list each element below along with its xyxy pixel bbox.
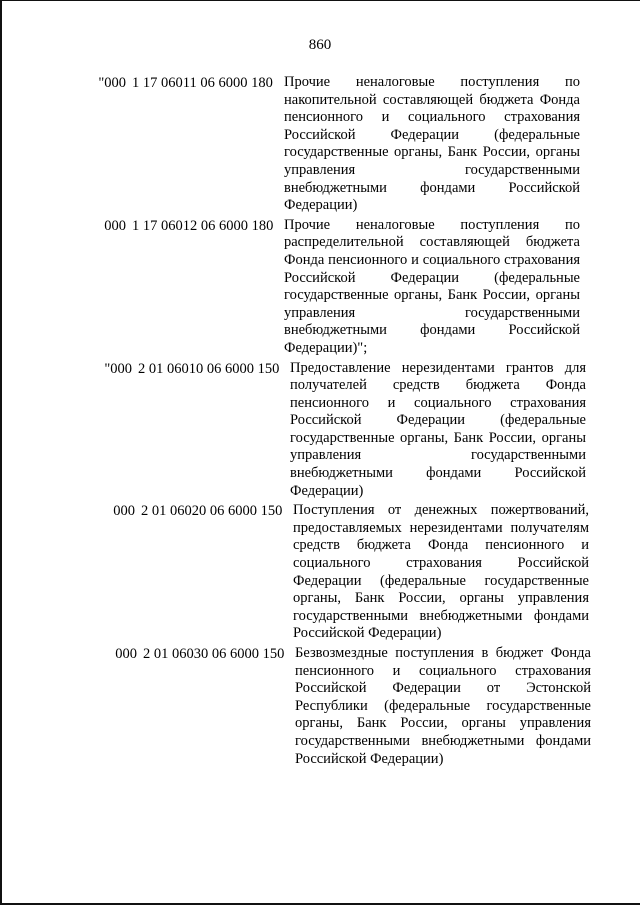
entry-description: Безвозмездные поступления в бюджет Фонда пенсионного и социального страхования Российской Федерации от Эстонской Республики (федеральные государственные органы, Банк России, органы управления государственными внебюджетными фондами Российской Федерации) [295,645,591,767]
kbk-code: 1 17 06012 06 6000 180 [132,217,274,234]
entry-description: Прочие неналоговые поступления по распределительной составляющей бюджета Фонда пенсионного и социального страхования Российской Федерации (федеральные государственные органы, Банк России, органы управления государственными внебюджетными фондами Российской Федерации)"; [284,216,580,356]
scan-border-top [0,0,640,1]
entry-codes [99,645,295,663]
scan-border-left [0,0,2,905]
admin-code: 000 [113,503,135,520]
entry-codes [88,74,284,92]
page-number: 860 [308,37,332,53]
budget-code-entry [88,360,598,501]
budget-code-entry [88,502,598,643]
budget-code-entry [88,74,598,215]
kbk-code: 1 17 06011 06 6000 180 [132,75,273,91]
kbk-code: 2 01 06030 06 6000 150 [143,646,285,662]
kbk-code: 2 01 06020 06 6000 150 [141,503,283,520]
budget-code-entry [88,217,598,358]
admin-code: "000 [104,360,132,377]
entry-description: Прочие неналоговые поступления по накопительной составляющей бюджета Фонда пенсионного и социального страхования Российской Федерации (федеральные государственные органы, Банк России, органы управления государственными внебюджетными фондами Российской Федерации) [284,74,580,214]
admin-code: 000 [104,217,126,234]
entry-codes [88,217,284,235]
budget-codes-list [88,74,598,768]
entry-codes [97,502,293,520]
entry-description: Предоставление нерезидентами грантов для получателей средств бюджета Фонда пенсионного и социального страхования Российской Федерации (федеральные государственные органы, Банк России, органы управления государственными внебюджетными фондами Российской Федерации) [290,359,586,499]
admin-code: "000 [98,75,126,91]
kbk-code: 2 01 06010 06 6000 150 [138,360,280,377]
admin-code: 000 [115,646,137,662]
budget-code-entry [88,645,598,768]
entry-codes [94,360,290,378]
entry-description: Поступления от денежных пожертвований, предоставляемых нерезидентами получателям средств бюджета Фонда пенсионного и социального страхования Российской Федерации (федеральные государственные органы, Банк России, органы управления государственными внебюджетными фондами Российской Федерации) [293,502,589,642]
